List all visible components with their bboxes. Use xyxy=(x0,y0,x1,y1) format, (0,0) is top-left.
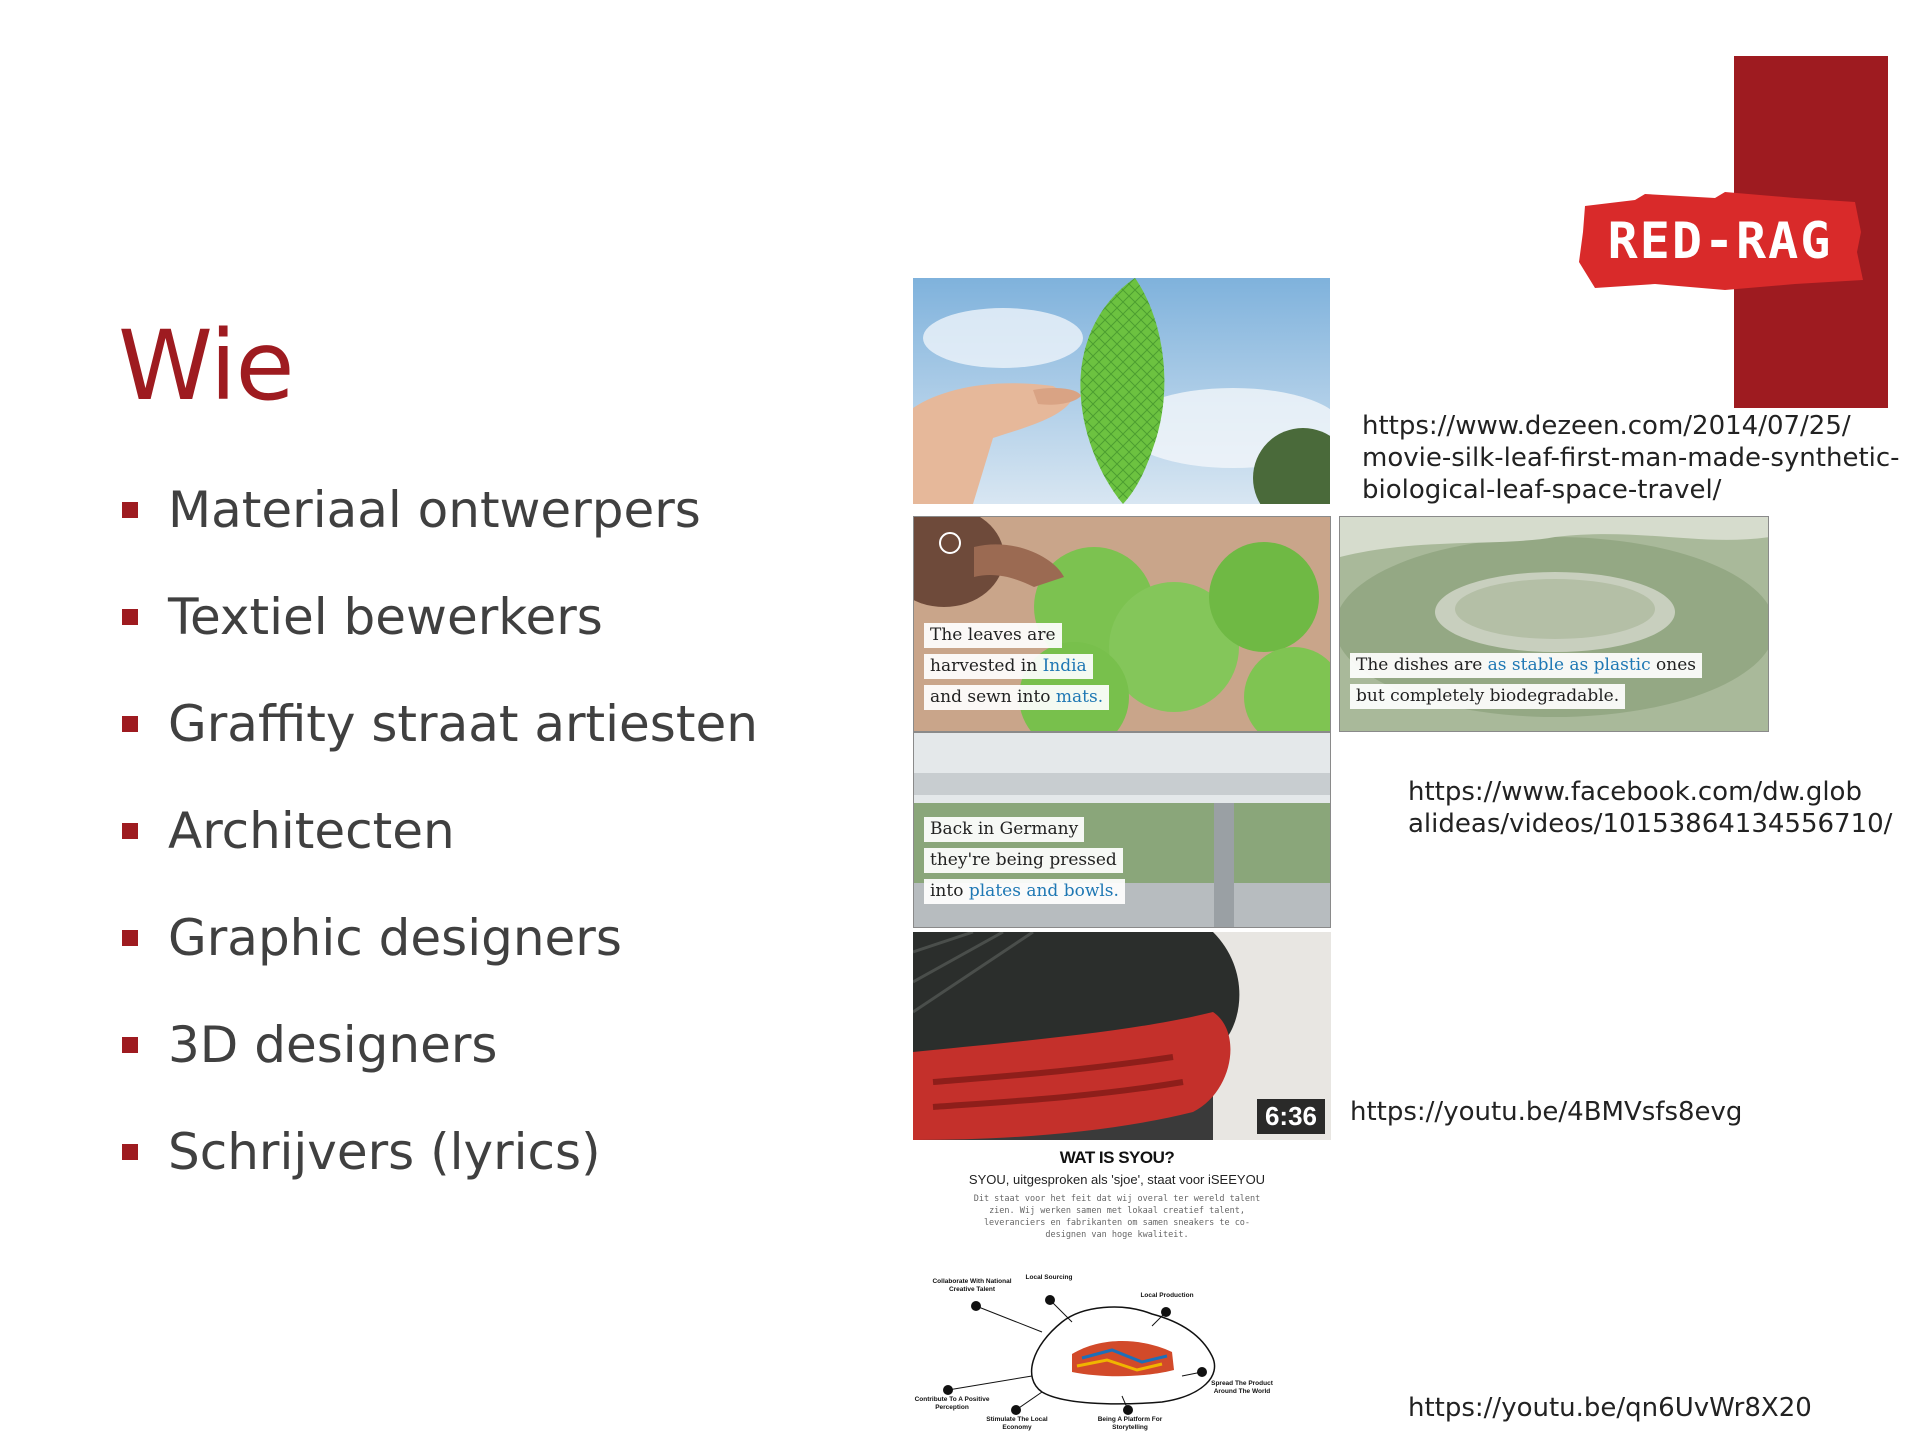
syou-title: WAT IS SYOU? xyxy=(1059,1148,1175,1167)
leaves-caption: The leaves are harvested in India and sewn into mats. xyxy=(924,623,1109,716)
bullet-square-icon xyxy=(122,823,138,839)
list-item: Schrijvers (lyrics) xyxy=(118,1122,758,1229)
syou-step-4: Spread The Product Around The World xyxy=(1211,1380,1273,1395)
germany-video-frame xyxy=(913,732,1331,928)
silk-leaf-photo xyxy=(913,278,1330,504)
youtube-link-2[interactable]: https://youtu.be/qn6UvWr8X20 xyxy=(1408,1393,1812,1423)
youtube-link-1[interactable]: https://youtu.be/4BMVsfs8evg xyxy=(1350,1097,1743,1127)
dishes-video-frame xyxy=(1339,516,1769,732)
page-title: Wie xyxy=(118,310,294,422)
germany-caption: Back in Germany they're being pressed into plates and bowls. xyxy=(924,817,1125,910)
shoe-video-thumbnail[interactable] xyxy=(913,932,1331,1140)
list-item: Graffity straat artiesten xyxy=(118,694,758,801)
syou-infographic xyxy=(912,1140,1322,1440)
syou-step-1: Collaborate With National Creative Talent xyxy=(932,1278,1012,1293)
syou-body: Dit staat voor het feit dat wij overal ter wereld talent zien. Wij werken samen met lokaal creatief talent, leveranciers en fabrikanten om samen sneakers te co-designen van hoge kwaliteit. xyxy=(973,1194,1261,1240)
list-item: 3D designers xyxy=(118,1015,758,1122)
red-rag-logo-text: RED-RAG xyxy=(1607,212,1833,270)
bullet-square-icon xyxy=(122,1144,138,1160)
bullet-list xyxy=(118,480,758,1229)
dezeen-link[interactable]: https://www.dezeen.com/2014/07/25/ movie-silk-leaf-first-man-made-synthetic- biological-leaf-space-travel/ xyxy=(1362,411,1900,505)
syou-step-7: Contribute To A Positive Perception xyxy=(914,1396,990,1411)
syou-subtitle: SYOU, uitgesproken als 'sjoe', staat voor iSEEYOU xyxy=(968,1172,1266,1187)
bullet-square-icon xyxy=(122,716,138,732)
bullet-square-icon xyxy=(122,1037,138,1053)
syou-step-5: Being A Platform For Storytelling xyxy=(1097,1416,1163,1431)
list-item: Materiaal ontwerpers xyxy=(118,480,758,587)
bullet-square-icon xyxy=(122,930,138,946)
red-rag-logo xyxy=(1575,192,1865,290)
list-item: Architecten xyxy=(118,801,758,908)
dishes-caption: The dishes are as stable as plastic ones but completely biodegradable. xyxy=(1350,653,1702,715)
syou-step-3: Local Production xyxy=(1140,1292,1194,1299)
syou-step-6: Stimulate The Local Economy xyxy=(986,1416,1048,1431)
video-duration: 6:36 xyxy=(1257,1099,1325,1134)
list-item: Textiel bewerkers xyxy=(118,587,758,694)
leaves-video-frame xyxy=(913,516,1331,732)
syou-step-2: Local Sourcing xyxy=(1025,1274,1073,1281)
bullet-square-icon xyxy=(122,609,138,625)
list-item: Graphic designers xyxy=(118,908,758,1015)
facebook-link[interactable]: https://www.facebook.com/dw.glob alideas/videos/10153864134556710/ xyxy=(1408,777,1893,839)
bullet-square-icon xyxy=(122,502,138,518)
